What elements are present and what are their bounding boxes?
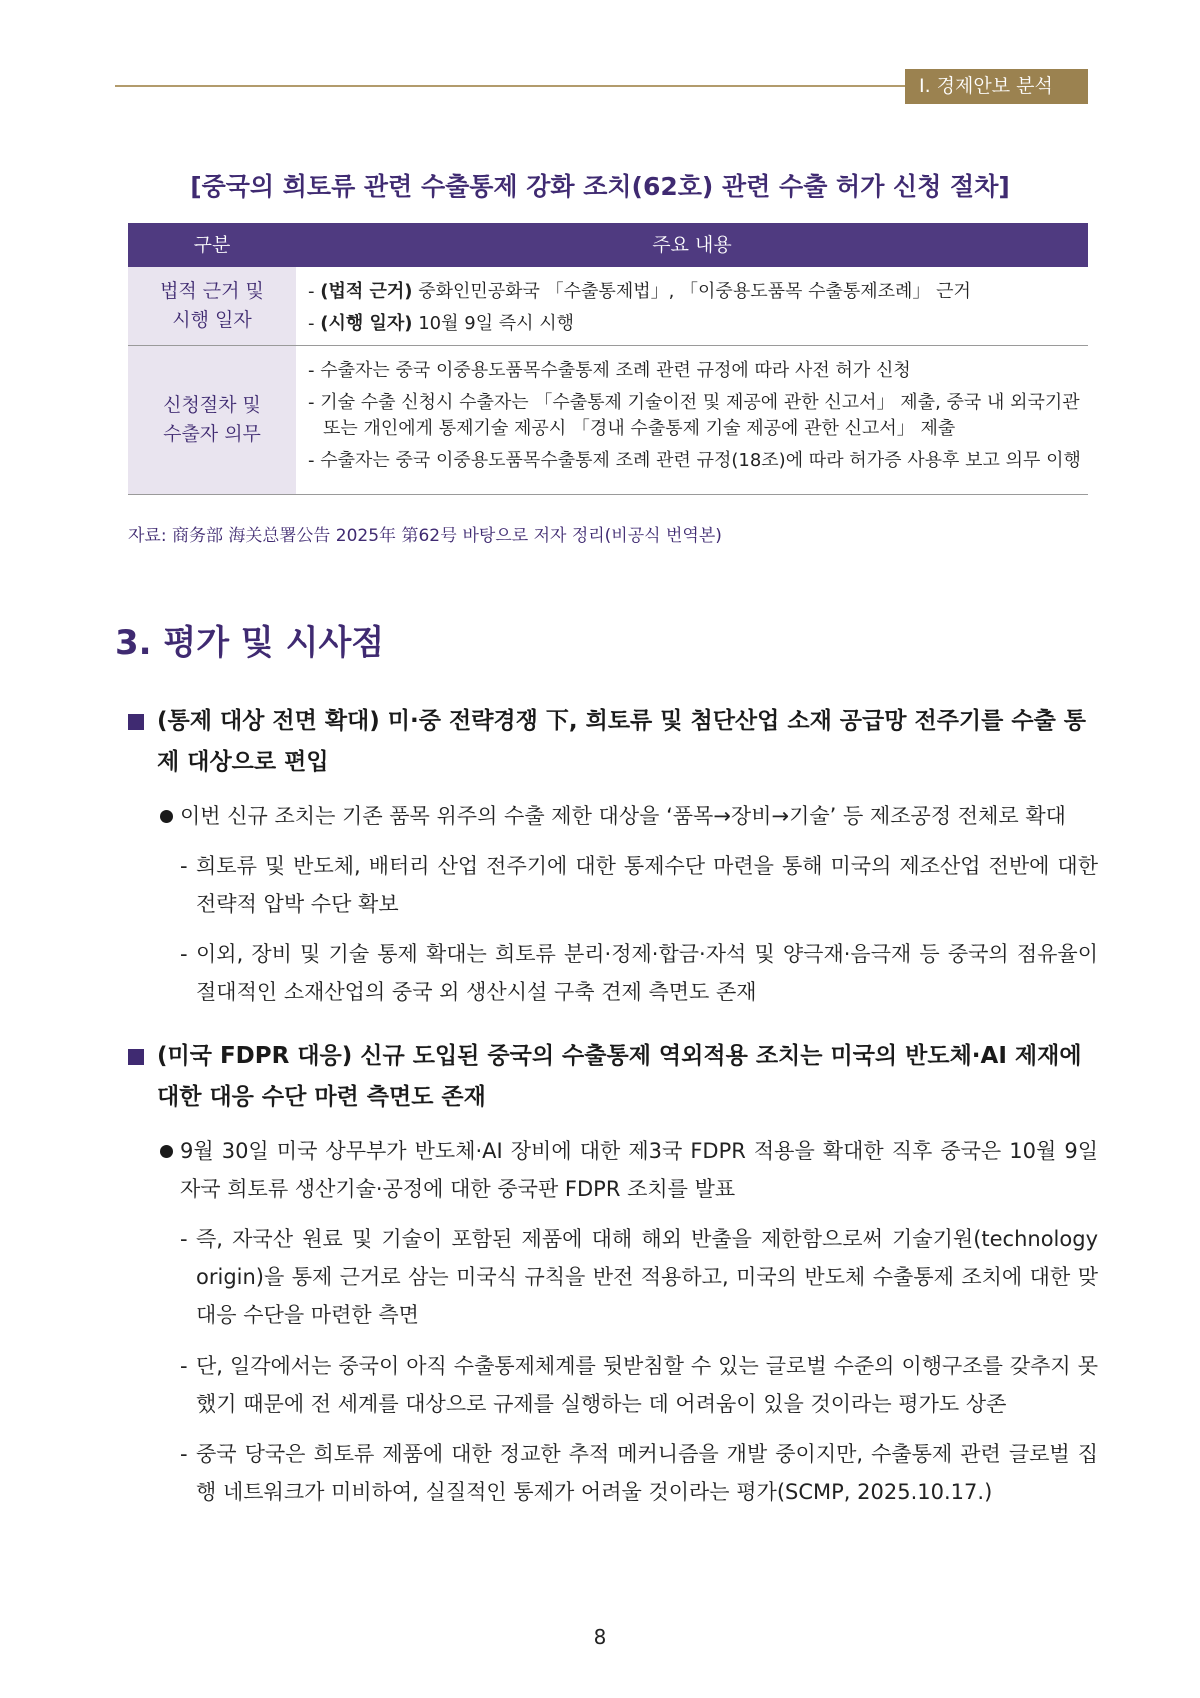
sub-point: 단, 일각에서는 중국이 아직 수출통제체계를 뒷받침할 수 있는 글로벌 수준의 이행구조를 갖추지 못했기 때문에 전 세계를 대상으로 규제를 실행하는 데 어려움이 있을 것이라는 평가도 상존 (196, 1354, 1098, 1416)
section-title: 3. 평가 및 시사점 (115, 623, 385, 663)
bullet-point: 9월 30일 미국 상무부가 반도체·AI 장비에 대한 제3국 FDPR 적용을 확대한 직후 중국은 10월 9일 자국 희토류 생산기술·공정에 대한 중국판 FDPR 조치를 발표 (180, 1139, 1098, 1201)
dash-marker: - (180, 1227, 188, 1251)
dash-marker: - (180, 1354, 188, 1378)
sub-point: 즉, 자국산 원료 및 기술이 포함된 제품에 대해 해외 반출을 제한함으로써 기술기원(technology origin)을 통제 근거로 삼는 미국식 규칙을 반전 적용하고, 미국의 반도체 수출통제 조치에 대한 맞대응 수단을 마련한 측면 (196, 1227, 1098, 1327)
row-label-line: 시행 일자 (172, 309, 252, 331)
heading-point: (통제 대상 전면 확대) 미·중 전략경쟁 下, 희토류 및 첨단산업 소재 공급망 전주기를 수출 통제 대상으로 편입 (157, 708, 1087, 775)
header-rule (115, 85, 905, 87)
table-row (128, 267, 1088, 346)
square-bullet-icon (128, 1049, 144, 1065)
column-header-content: 주요 내용 (652, 234, 732, 256)
item-text: 수출자는 중국 이중용도품목수출통제 조례 관련 규정(18조)에 따라 허가증 사용후 보고 의무 이행 (320, 450, 1081, 471)
row-label (128, 267, 296, 345)
dash-marker: - (180, 942, 188, 966)
row-label-line: 신청절차 및 (163, 394, 261, 416)
round-bullet-icon (160, 810, 173, 823)
row-label-line: 수출자 의무 (163, 423, 261, 445)
item-text: 10월 9일 즉시 시행 (412, 313, 575, 334)
sub-point: 이외, 장비 및 기술 통제 확대는 희토류 분리·정제·합금·자석 및 양극재·음극재 등 중국의 점유율이 절대적인 소재산업의 중국 외 생산시설 구축 견제 측면도 존재 (196, 942, 1098, 1004)
list-item: - (법적 근거) 중화인민공화국 「수출통제법」, 「이중용도품목 수출통제조례」 근거 (308, 281, 971, 302)
square-bullet-icon (128, 714, 144, 730)
item-text: 중화인민공화국 「수출통제법」, 「이중용도품목 수출통제조례」 근거 (412, 281, 971, 302)
row-content (296, 346, 1088, 494)
section-tag: Ⅰ. 경제안보 분석 (905, 69, 1088, 104)
item-bold-label: (시행 일자) (320, 313, 413, 334)
list-item: - 수출자는 중국 이중용도품목수출통제 조례 관련 규정에 따라 사전 허가 신청 (308, 360, 911, 381)
dash-marker: - (180, 854, 188, 878)
row-label (128, 346, 296, 494)
table-title: [중국의 희토류 관련 수출통제 강화 조치(62호) 관련 수출 허가 신청 절차] (190, 172, 1010, 201)
item-text: 기술 수출 신청시 수출자는 「수출통제 기술이전 및 제공에 관한 신고서」 제출, 중국 내 외국기관 또는 개인에게 통제기술 제공시 「경내 수출통제 기술 제공에 관한 신고서」 제출 (320, 392, 1080, 439)
table-header-row (128, 223, 1088, 267)
row-content (296, 267, 1088, 345)
list-item: - 수출자는 중국 이중용도품목수출통제 조례 관련 규정(18조)에 따라 허가증 사용후 보고 의무 이행 (308, 450, 1081, 471)
sub-point: 희토류 및 반도체, 배터리 산업 전주기에 대한 통제수단 마련을 통해 미국의 제조산업 전반에 대한 전략적 압박 수단 확보 (196, 854, 1098, 916)
item-bold-label: (법적 근거) (320, 281, 413, 302)
table-row (128, 346, 1088, 495)
item-text: 수출자는 중국 이중용도품목수출통제 조례 관련 규정에 따라 사전 허가 신청 (320, 360, 911, 381)
round-bullet-icon (160, 1145, 173, 1158)
list-item: - 기술 수출 신청시 수출자는 「수출통제 기술이전 및 제공에 관한 신고서」 제출, 중국 내 외국기관 또는 개인에게 통제기술 제공시 「경내 수출통제 기술 제공에 관한 신고서」 제출 (308, 392, 1080, 439)
dash-marker: - (180, 1442, 188, 1466)
table-source: 자료: 商务部 海关总署公告 2025年 第62号 바탕으로 저자 정리(비공식 번역본) (128, 526, 722, 546)
bullet-point: 이번 신규 조치는 기존 품목 위주의 수출 제한 대상을 ‘품목→장비→기술’ 등 제조공정 전체로 확대 (180, 804, 1066, 828)
row-label-line: 법적 근거 및 (160, 280, 264, 302)
column-header-category: 구분 (193, 234, 231, 256)
procedure-table (128, 223, 1088, 495)
page-number: 8 (593, 1625, 607, 1649)
sub-point: 중국 당국은 희토류 제품에 대한 정교한 추적 메커니즘을 개발 중이지만, 수출통제 관련 글로벌 집행 네트워크가 미비하여, 실질적인 통제가 어려울 것이라는 평가(SCMP, 2025.10.17.) (196, 1442, 1098, 1504)
heading-point: (미국 FDPR 대응) 신규 도입된 중국의 수출통제 역외적용 조치는 미국의 반도체·AI 제재에 대한 대응 수단 마련 측면도 존재 (157, 1043, 1082, 1110)
list-item: - (시행 일자) 10월 9일 즉시 시행 (308, 313, 575, 334)
